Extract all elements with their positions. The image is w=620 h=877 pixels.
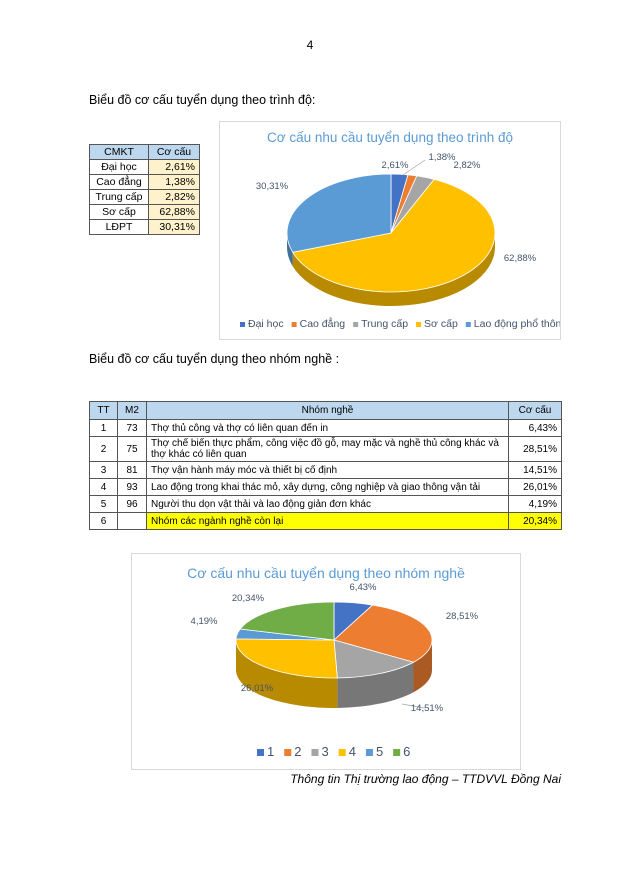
footer-text: Thông tin Thị trường lao động – TTDVVL Đồng Nai	[290, 772, 561, 786]
row-value: 20,34%	[509, 513, 562, 530]
column-header: M2	[118, 402, 147, 420]
occupation-pie-svg	[132, 554, 520, 769]
row-name: Thợ thủ công và thợ có liên quan đến in	[147, 420, 509, 437]
page-number: 4	[306, 38, 314, 52]
row-tt: 3	[90, 462, 118, 479]
row-value: 30,31%	[149, 220, 200, 235]
education-pie-chart	[219, 121, 561, 340]
legend-swatch	[311, 749, 318, 756]
table-row	[90, 160, 200, 175]
legend-label: 5	[375, 744, 384, 759]
legend-label: 3	[321, 744, 329, 759]
row-label: Trung cấp	[90, 190, 149, 205]
legend-label: Trung cấp	[361, 318, 409, 330]
row-m2: 75	[118, 437, 147, 462]
row-label: Cao đẳng	[90, 175, 149, 190]
occupation-pie-chart	[131, 553, 521, 770]
row-tt: 4	[90, 479, 118, 496]
column-header: TT	[90, 402, 118, 420]
row-label: LĐPT	[90, 220, 149, 235]
data-label: 4,19%	[190, 616, 218, 627]
legend-swatch	[366, 749, 373, 756]
row-m2	[118, 513, 147, 530]
legend-swatch	[292, 322, 297, 327]
row-m2: 93	[118, 479, 147, 496]
table-row	[90, 462, 562, 479]
data-label: 30,31%	[255, 181, 289, 192]
column-header: Cơ cấu	[509, 402, 562, 420]
legend-swatch	[339, 749, 346, 756]
education-pie-svg	[220, 122, 560, 339]
legend-swatch	[257, 749, 264, 756]
row-value: 62,88%	[149, 205, 200, 220]
table-row	[90, 437, 562, 462]
table-row	[90, 205, 200, 220]
table-row	[90, 220, 200, 235]
row-name: Thợ chế biến thực phẩm, công việc đồ gỗ, may mặc và nghề thủ công khác và thợ khác có liên quan	[147, 437, 509, 462]
table-row	[90, 496, 562, 513]
row-tt: 6	[90, 513, 118, 530]
row-m2: 96	[118, 496, 147, 513]
data-label: 62,88%	[503, 253, 537, 264]
data-label: 6,43%	[349, 582, 377, 593]
data-label: 2,61%	[381, 160, 409, 171]
row-tt: 1	[90, 420, 118, 437]
row-name: Nhóm các ngành nghề còn lại	[147, 513, 509, 530]
row-value: 2,61%	[149, 160, 200, 175]
legend-swatch	[353, 322, 358, 327]
data-label: 2,82%	[453, 160, 481, 171]
table-row	[90, 190, 200, 205]
row-value: 6,43%	[509, 420, 562, 437]
data-label: 14,51%	[410, 703, 444, 714]
chart-title: Cơ cấu nhu cầu tuyển dụng theo trình độ	[266, 130, 514, 145]
legend-label: Lao động phổ thông	[473, 318, 560, 330]
legend-swatch	[416, 322, 421, 327]
data-label: 1,38%	[428, 152, 456, 163]
legend-label: 2	[294, 744, 302, 759]
row-value: 28,51%	[509, 437, 562, 462]
legend-label: Sơ cấp	[424, 318, 458, 330]
row-label: Đại học	[90, 160, 149, 175]
legend-label: Cao đẳng	[299, 318, 346, 330]
occupation-structure-table	[89, 401, 562, 530]
chart-title: Cơ cấu nhu cầu tuyển dụng theo nhóm nghề	[187, 565, 465, 581]
column-header: CMKT	[90, 145, 149, 160]
legend-swatch	[466, 322, 471, 327]
data-label: 28,51%	[445, 611, 479, 622]
row-value: 4,19%	[509, 496, 562, 513]
row-tt: 5	[90, 496, 118, 513]
table-row	[90, 513, 562, 530]
table-row	[90, 175, 200, 190]
table-row	[90, 479, 562, 496]
education-structure-table	[89, 144, 200, 235]
data-label: 26,01%	[240, 683, 274, 694]
row-value: 14,51%	[509, 462, 562, 479]
table-row	[90, 420, 562, 437]
column-header: Nhóm nghề	[147, 402, 509, 420]
section-heading-education: Biểu đồ cơ cấu tuyển dụng theo trình độ:	[89, 93, 316, 107]
row-m2: 81	[118, 462, 147, 479]
row-name: Thợ vận hành máy móc và thiết bị cố định	[147, 462, 509, 479]
row-label: Sơ cấp	[90, 205, 149, 220]
section-heading-occupation: Biểu đồ cơ cấu tuyển dụng theo nhóm nghề :	[89, 352, 340, 366]
legend-label: 4	[348, 744, 356, 759]
row-value: 26,01%	[509, 479, 562, 496]
legend-swatch	[393, 749, 400, 756]
legend-label: 1	[267, 744, 275, 759]
column-header: Cơ cấu	[149, 145, 200, 160]
row-value: 1,38%	[149, 175, 200, 190]
legend-swatch	[240, 322, 245, 327]
legend-label: 6	[403, 744, 411, 759]
row-name: Người thu dọn vật thải và lao động giản đơn khác	[147, 496, 509, 513]
legend-swatch	[284, 749, 291, 756]
row-m2: 73	[118, 420, 147, 437]
row-value: 2,82%	[149, 190, 200, 205]
data-label: 20,34%	[231, 593, 265, 604]
row-tt: 2	[90, 437, 118, 462]
row-name: Lao động trong khai thác mỏ, xây dựng, công nghiệp và giao thông vận tải	[147, 479, 509, 496]
legend-label: Đại học	[248, 318, 284, 330]
